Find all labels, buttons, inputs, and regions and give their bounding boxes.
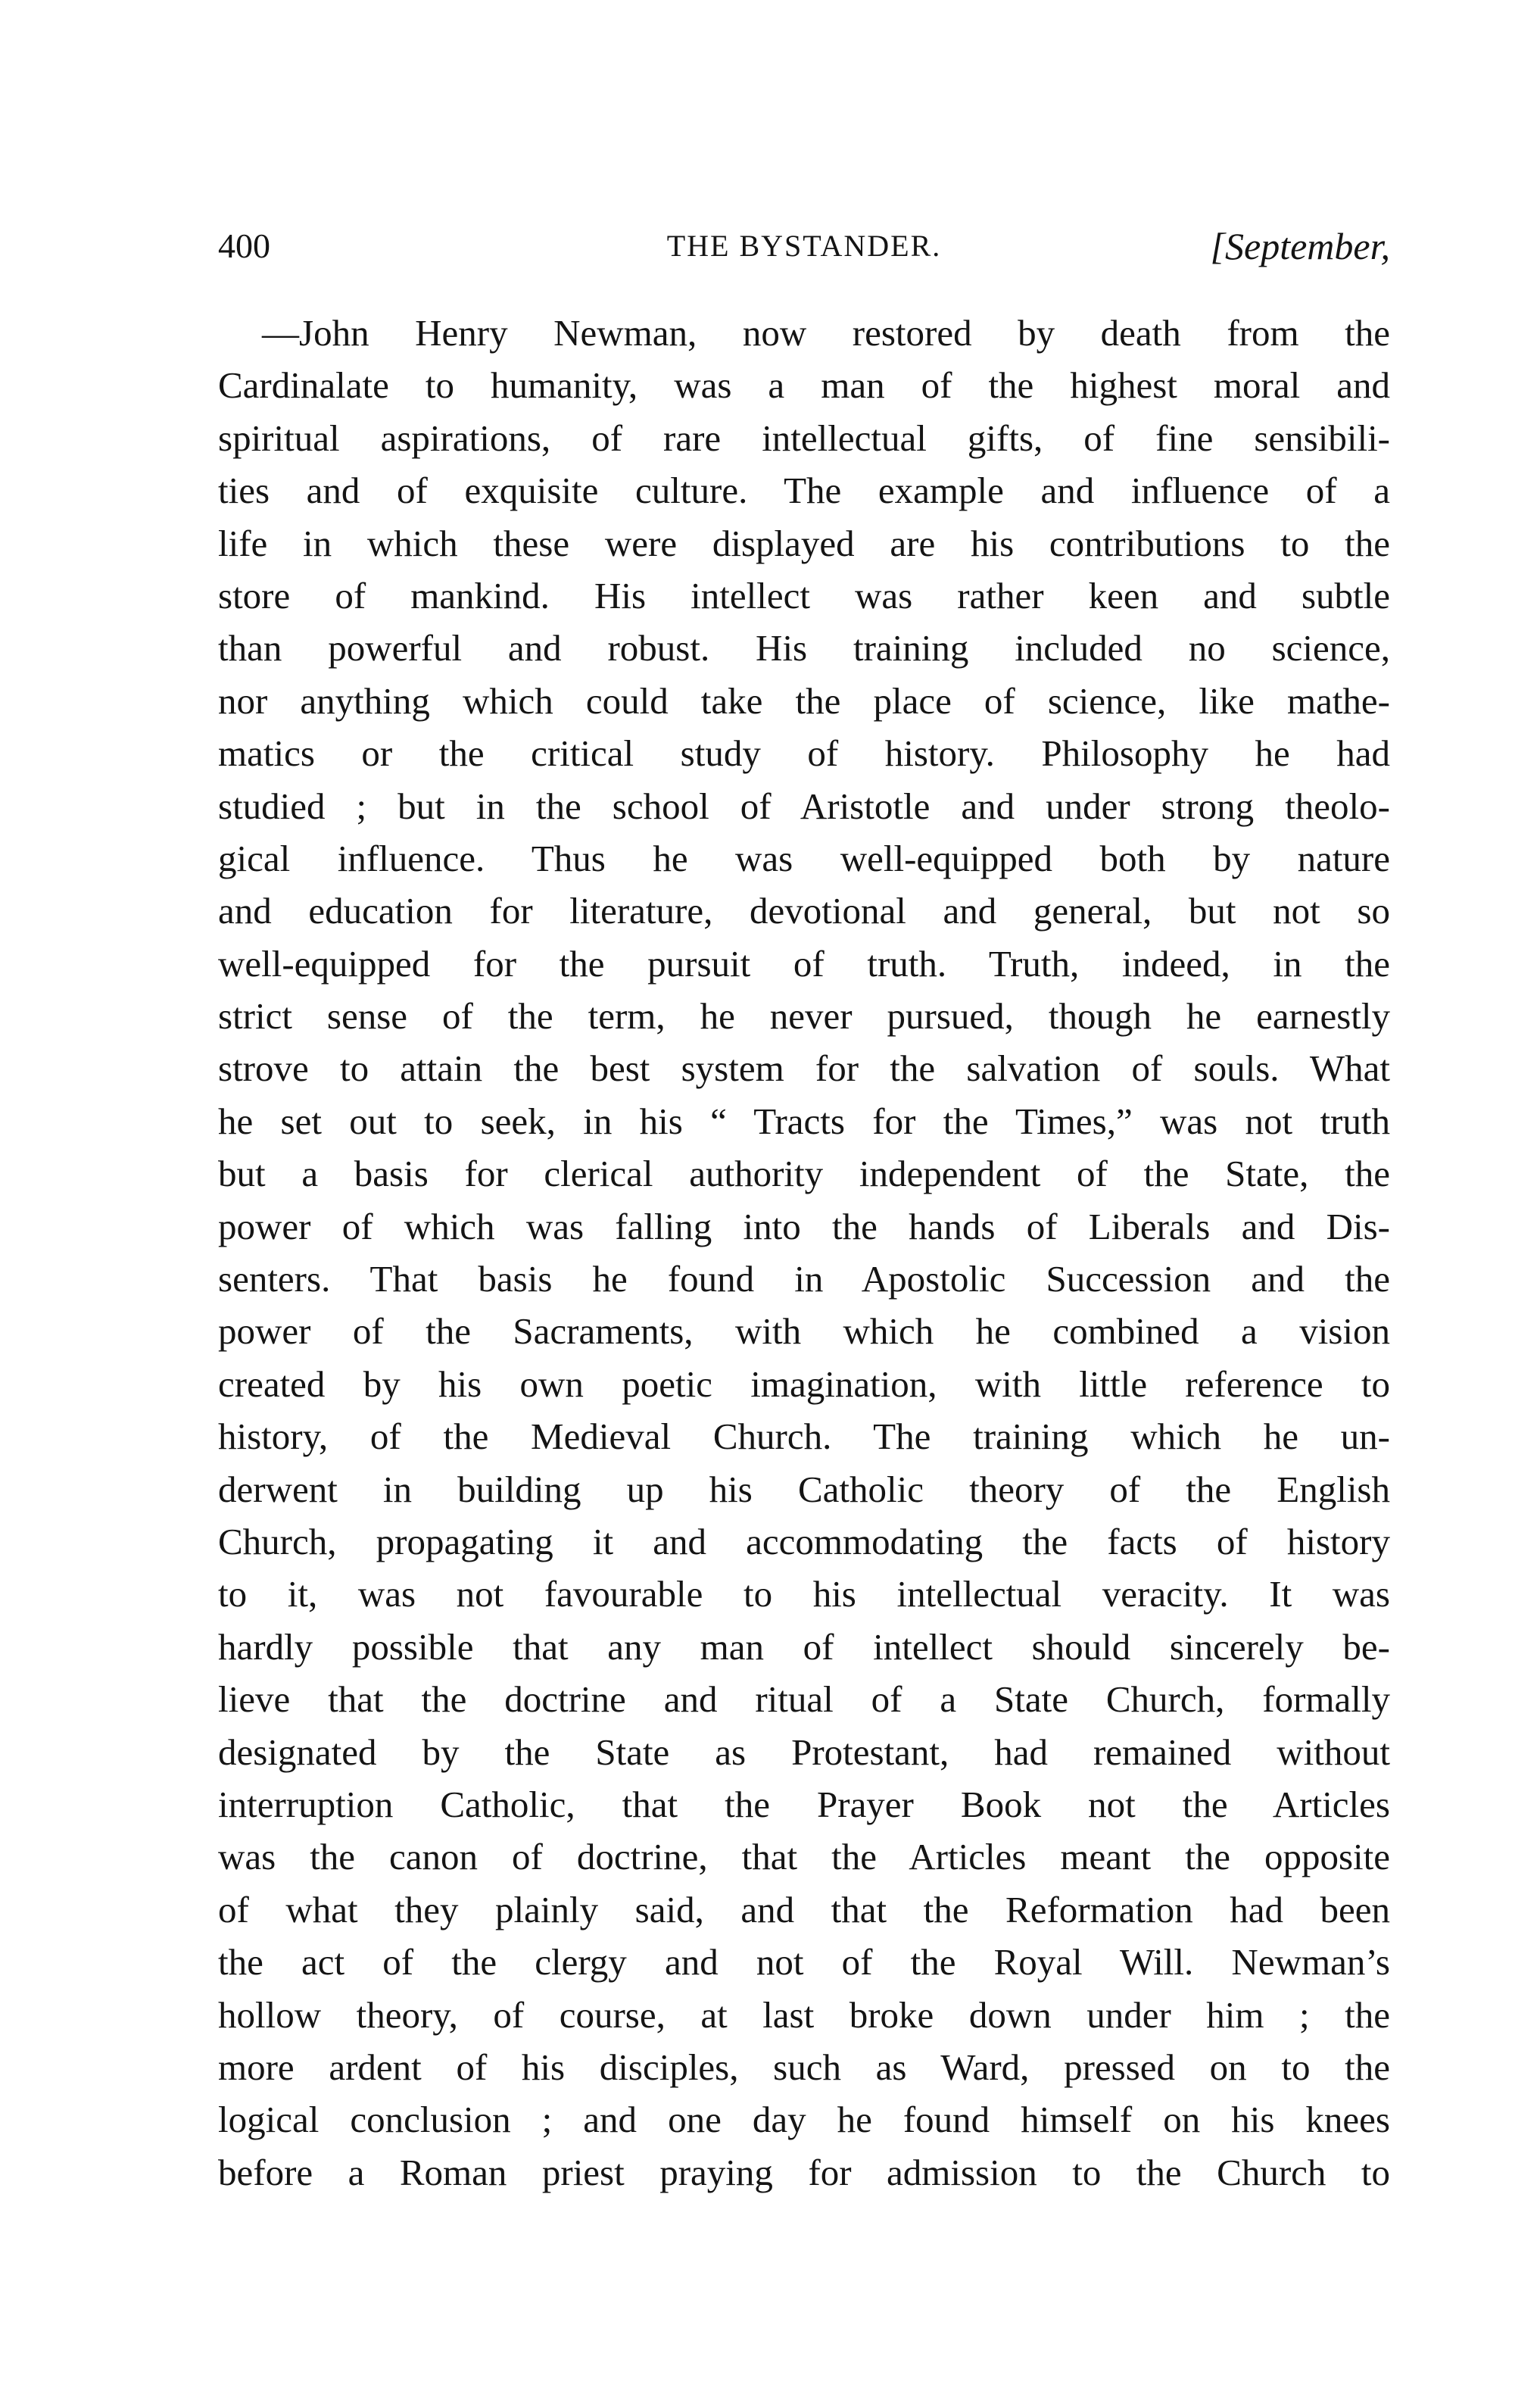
text-line: the act of the clergy and not of the Royal Will. Newman’s <box>218 1941 1390 1983</box>
text-line: matics or the critical study of history. Philosophy he had <box>218 732 1390 775</box>
text-line: than powerful and robust. His training included no science, <box>218 627 1390 669</box>
text-line: nor anything which could take the place of science, like mathe- <box>218 679 1390 722</box>
running-title: THE BYSTANDER. <box>666 229 942 263</box>
running-head <box>218 220 1390 273</box>
text-line: gical influence. Thus he was well-equipped both by nature <box>218 837 1390 879</box>
text-line: and education for literature, devotional and general, but not so <box>218 890 1390 932</box>
text-line: designated by the State as Protestant, had remained without <box>218 1731 1390 1773</box>
text-line: to it, was not favourable to his intellectual veracity. It was <box>218 1573 1390 1615</box>
text-line: derwent in building up his Catholic theory of the English <box>218 1468 1390 1510</box>
text-line: hardly possible that any man of intellect should sincerely be- <box>218 1625 1390 1668</box>
text-line: power of which was falling into the hands of Liberals and Dis- <box>218 1205 1390 1247</box>
text-line: store of mankind. His intellect was rather keen and subtle <box>218 574 1390 616</box>
text-line: but a basis for clerical authority independent of the State, the <box>218 1153 1390 1195</box>
text-line: ties and of exquisite culture. The example and influence of a <box>218 470 1390 512</box>
text-line: was the canon of doctrine, that the Articles meant the opposite <box>218 1836 1390 1878</box>
running-month: [September, <box>1210 225 1390 267</box>
text-line: Cardinalate to humanity, was a man of the highest moral and <box>218 364 1390 407</box>
page-number: 400 <box>218 226 270 265</box>
text-line: he set out to seek, in his “ Tracts for the Times,” was not truth <box>218 1100 1390 1142</box>
text-line: studied ; but in the school of Aristotle and under strong theolo- <box>218 785 1390 827</box>
text-line: more ardent of his disciples, such as Ward, pressed on to the <box>218 2046 1390 2088</box>
text-line: well-equipped for the pursuit of truth. Truth, indeed, in the <box>218 942 1390 985</box>
text-line: strove to attain the best system for the salvation of souls. What <box>218 1047 1390 1090</box>
text-line: lieve that the doctrine and ritual of a State Church, formally <box>218 1678 1390 1721</box>
text-line: —John Henry Newman, now restored by death from the <box>262 312 1390 354</box>
text-line: interruption Catholic, that the Prayer Book not the Articles <box>218 1783 1390 1825</box>
text-line: Church, propagating it and accommodating the facts of history <box>218 1520 1390 1562</box>
text-line: hollow theory, of course, at last broke down under him ; the <box>218 1993 1390 2036</box>
text-line: history, of the Medieval Church. The training which he un- <box>218 1415 1390 1458</box>
text-line: strict sense of the term, he never pursued, though he earnestly <box>218 995 1390 1038</box>
text-line: created by his own poetic imagination, with little reference to <box>218 1362 1390 1405</box>
text-line: life in which these were displayed are his contributions to the <box>218 522 1390 564</box>
text-line: of what they plainly said, and that the Reformation had been <box>218 1888 1390 1930</box>
text-line: senters. That basis he found in Apostolic Succession and the <box>218 1258 1390 1300</box>
text-line: power of the Sacraments, with which he combined a vision <box>218 1310 1390 1353</box>
text-line: logical conclusion ; and one day he found himself on his knees <box>218 2099 1390 2141</box>
body-paragraph <box>218 307 1390 2199</box>
text-line: before a Roman priest praying for admission to the Church to <box>218 2151 1390 2193</box>
text-line: spiritual aspirations, of rare intellectual gifts, of fine sensibili- <box>218 417 1390 459</box>
